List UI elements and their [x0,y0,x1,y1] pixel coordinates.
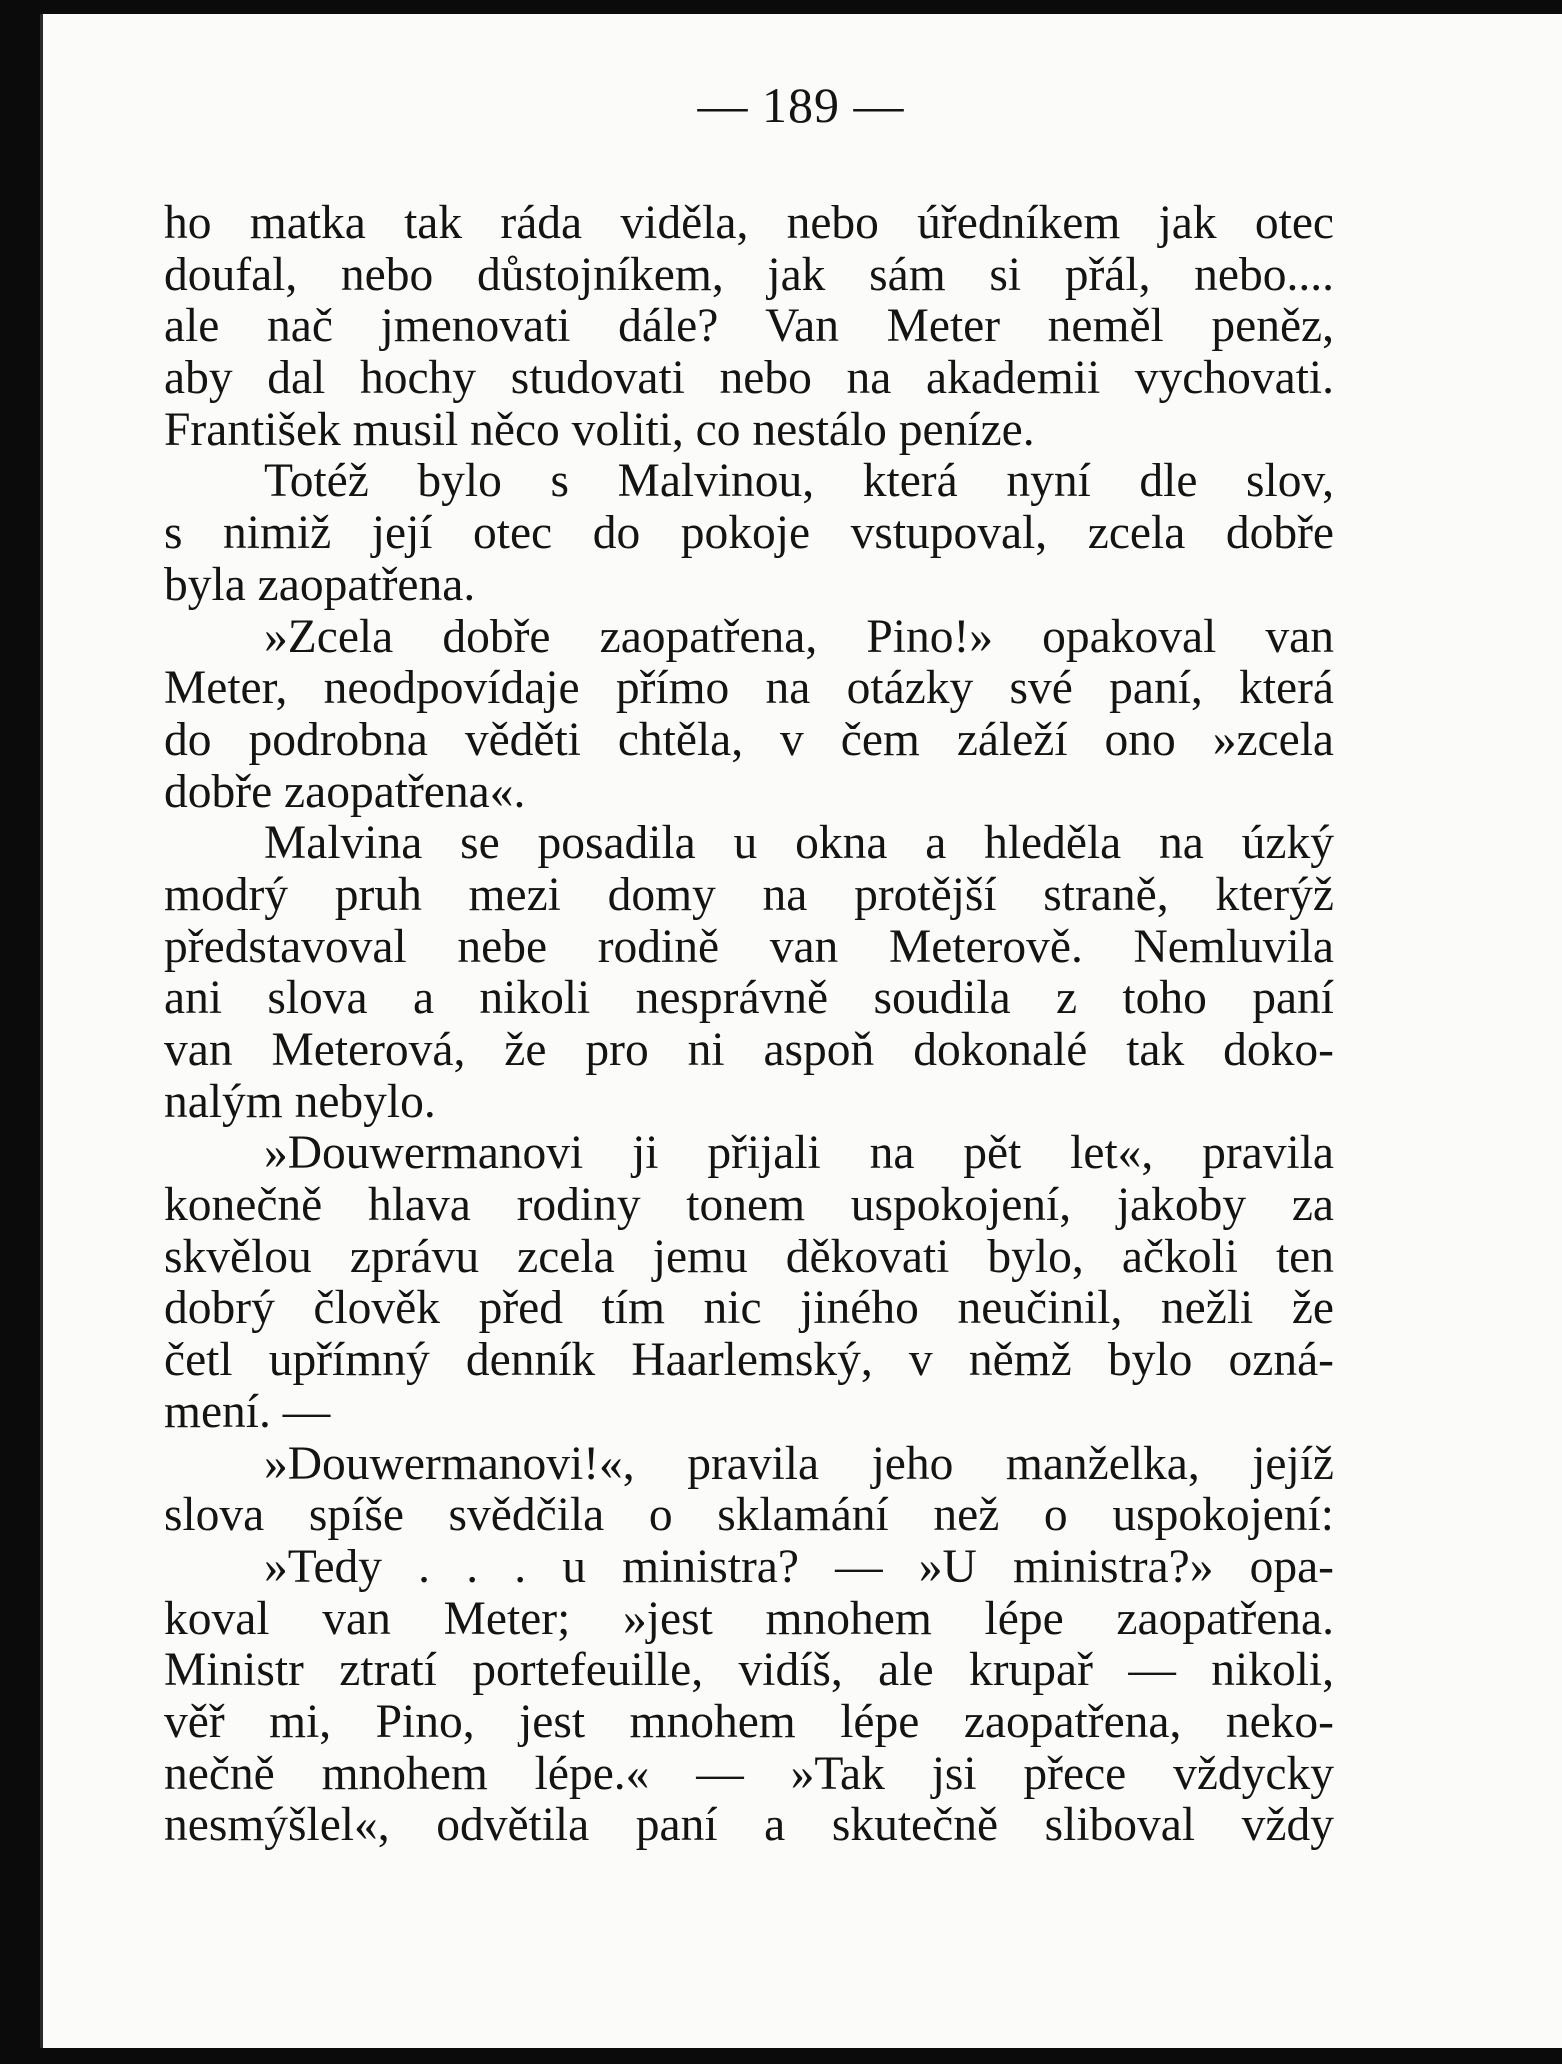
text-line: Ministr ztratí portefeuille, vidíš, ale krupař — nikoli, [164,1644,1334,1697]
text-line: František musil něco voliti, co nestálo peníze. [164,403,1035,456]
text-line: nalým nebylo. [164,1075,436,1128]
text-line: skvělou zprávu zcela jemu děkovati bylo, ačkoli ten [164,1230,1334,1283]
text-line: Meter, neodpovídaje přímo na otázky své paní, která [164,662,1334,715]
text-line: ale nač jmenovati dále? Van Meter neměl peněz, [164,300,1334,353]
text-line: ho matka tak ráda viděla, nebo úředníkem jak otec [164,197,1334,249]
text-line: »Zcela dobře zaopatřena, Pino!» opakoval van [264,610,1334,663]
text-line: konečně hlava rodiny tonem uspokojení, jakoby za [164,1179,1334,1232]
text-line: do podrobna věděti chtěla, v čem záleží ono »zcela [164,713,1334,766]
text-line: aby dal hochy studovati nebo na akademii vychovati. [164,352,1334,405]
text-line: Totéž bylo s Malvinou, která nyní dle slov, [264,455,1334,508]
text-line: koval van Meter; »jest mnohem lépe zaopatřena. [164,1592,1334,1645]
text-line: nesmýšlel«, odvětila paní a skutečně sliboval vždy [164,1799,1334,1852]
text-line: nečně mnohem lépe.« — »Tak jsi přece vždycky [164,1747,1334,1800]
text-line: s nimiž její otec do pokoje vstupoval, zcela dobře [164,507,1334,560]
text-line: mení. — [164,1385,331,1438]
text-line: byla zaopatřena. [164,558,476,611]
text-line: doufal, nebo důstojníkem, jak sám si přál, nebo.... [164,248,1334,301]
body-text [164,198,1334,1852]
page-number: — 189 — [697,77,905,133]
text-line: modrý pruh mezi domy na protější straně, kterýž [164,868,1334,921]
book-page [40,14,1562,2048]
text-line: Malvina se posadila u okna a hleděla na úzký [264,817,1334,870]
text-line: »Douwermanovi ji přijali na pět let«, pravila [264,1127,1334,1180]
text-line: »Douwermanovi!«, pravila jeho manželka, jejíž [264,1437,1334,1490]
text-line: van Meterová, že pro ni aspoň dokonalé tak doko- [164,1024,1334,1076]
text-line: »Tedy . . . u ministra? — »U ministra?» opa- [264,1540,1334,1593]
text-line: dobrý člověk před tím nic jiného neučinil, nežli že [164,1282,1334,1335]
text-line: představoval nebe rodině van Meterově. Nemluvila [164,920,1334,973]
text-line: slova spíše svědčila o sklamání než o uspokojení: [164,1489,1334,1542]
text-line: četl upřímný denník Haarlemský, v němž bylo ozná- [164,1334,1334,1387]
text-line: ani slova a nikoli nesprávně soudila z toho paní [164,972,1334,1025]
text-line: věř mi, Pino, jest mnohem lépe zaopatřena, neko- [164,1695,1334,1748]
text-line: dobře zaopatřena«. [164,765,526,818]
